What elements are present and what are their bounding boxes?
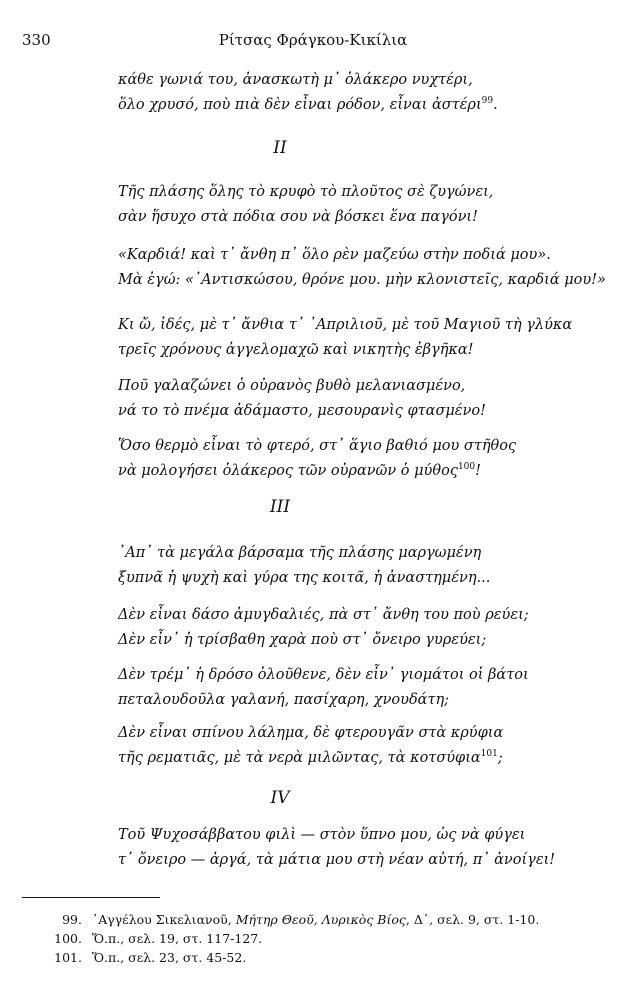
verse-line: κάθε γωνιά του, ἀνασκωτὴ μ᾽ ὁλάκερο νυχτέρι, <box>118 72 473 88</box>
stanza <box>118 180 493 230</box>
verse-line: Μὰ ἐγώ: «᾽Αντισκώσου, θρόνε μου. μὴν κλονιστεῖς, καρδιά μου!» <box>118 272 606 288</box>
verse-line: σὰν ἥσυχο στὰ πόδια σου νὰ βόσκει ἕνα παγόνι! <box>118 209 478 225</box>
stanza <box>118 434 516 484</box>
footnotes <box>44 910 539 967</box>
verse-line: ὅλο χρυσό, ποὺ πιὰ δὲν εἶναι ρόδον, εἶναι ἀστέρι$^{99}$. <box>118 96 498 113</box>
verse-line: νά το τὸ πνέμα ἀδάμαστο, μεσουρανὶς φτασμένο! <box>118 403 486 419</box>
verse-line: Κι ὤ, ἰδές, μὲ τ᾽ ἄνθια τ᾽ ᾽Απριλιοῦ, μὲ τοῦ Μαγιοῦ τὴ γλύκα <box>118 317 573 333</box>
footnote-ref: 99 <box>481 96 494 107</box>
verse-line: Δὲν εἶναι δάσο ἀμυγδαλιές, πὰ στ᾽ ἄνθη του ποὺ ρεύει; <box>118 607 529 623</box>
stanza-intro <box>118 68 498 118</box>
footnote-ref: 101 <box>480 749 498 760</box>
footnote: 100. Ὅ.π., σελ. 19, στ. 117-127. <box>44 929 539 948</box>
verse-line: Τοῦ Ψυχοσάββατου φιλὶ — στὸν ὕπνο μου, ὡς νὰ φύγει <box>118 827 526 843</box>
footnote-number: 101. <box>54 950 82 965</box>
stanza <box>118 721 503 771</box>
footnote-divider <box>22 897 160 898</box>
stanza <box>118 243 606 293</box>
page-number: 330 <box>22 31 51 49</box>
verse-line: τῆς ρεματιᾶς, μὲ τὰ νερὰ μιλῶντας, τὰ κοτσύφια$^{101}$; <box>118 749 503 766</box>
verse-line: νὰ μολογήσει ὁλάκερος τῶν οὐρανῶν ὁ μύθος$^{100}$! <box>118 462 481 479</box>
stanza <box>118 541 490 591</box>
verse-line: Ὅσο θερμὸ εἶναι τὸ φτερό, στ᾽ ἅγιο βαθιό μου στῆθος <box>118 438 517 454</box>
stanza <box>118 313 572 363</box>
verse-line: ᾽Απ᾽ τὰ μεγάλα βάρσαμα τῆς πλάσης μαργωμένη <box>118 545 482 561</box>
verse-line: Δὲν τρέμ᾽ ἡ δρόσο ὁλοῦθενε, δὲν εἶν᾽ γιομάτοι οἱ βάτοι <box>118 667 529 683</box>
footnote: 99. ᾽Αγγέλου Σικελιανοῦ, Μήτηρ Θεοῦ, Λυρικὸς Βίος, Δ᾽, σελ. 9, στ. 1-10. <box>44 910 539 929</box>
stanza <box>118 823 555 873</box>
verse-line: τρεῖς χρόνους ἀγγελομαχῶ καὶ νικητὴς ἐβγῆκα! <box>118 342 474 358</box>
section-numeral-iii: III <box>269 497 291 517</box>
verse-line: Τῆς πλάσης ὅλης τὸ κρυφὸ τὸ πλοῦτος σὲ ζυγώνει, <box>118 184 494 200</box>
verse-line: Ποῦ γαλαζώνει ὁ οὐρανὸς βυθὸ μελανιασμένο, <box>118 378 466 394</box>
footnote: 101. Ὅ.π., σελ. 23, στ. 45-52. <box>44 948 539 967</box>
section-numeral-ii: II <box>273 138 287 158</box>
stanza <box>118 603 529 653</box>
footnote-number: 100. <box>54 931 82 946</box>
stanza <box>118 374 486 424</box>
verse-line: πεταλουδοῦλα γαλανή, πασίχαρη, χνουδάτη; <box>118 692 450 708</box>
stanza <box>118 663 529 713</box>
section-numeral-iv: IV <box>270 788 290 808</box>
verse-line: τ᾽ ὄνειρο — ἀργά, τὰ μάτια μου στὴ νέαν αὐτή, π᾽ ἀνοίγει! <box>118 852 556 868</box>
verse-line: ξυπνᾶ ἡ ψυχὴ καὶ γύρα της κοιτᾶ, ἡ ἀναστημένη... <box>118 570 491 586</box>
verse-line: Δὲν εἶν᾽ ἡ τρίσβαθη χαρὰ ποὺ στ᾽ ὄνειρο γυρεύει; <box>118 632 487 648</box>
footnote-number: 99. <box>62 912 82 927</box>
footnote-ref: 100 <box>457 462 476 473</box>
running-title: Ρίτσας Φράγκου-Κικίλια <box>218 31 408 49</box>
verse-line: Δὲν εἶναι σπίνου λάλημα, δὲ φτερουγᾶν στὰ κρύφια <box>118 725 504 741</box>
verse-line: «Καρδιά! καὶ τ᾽ ἄνθη π᾽ ὅλο ρὲν μαζεύω στὴν ποδιά μου». <box>118 247 551 263</box>
